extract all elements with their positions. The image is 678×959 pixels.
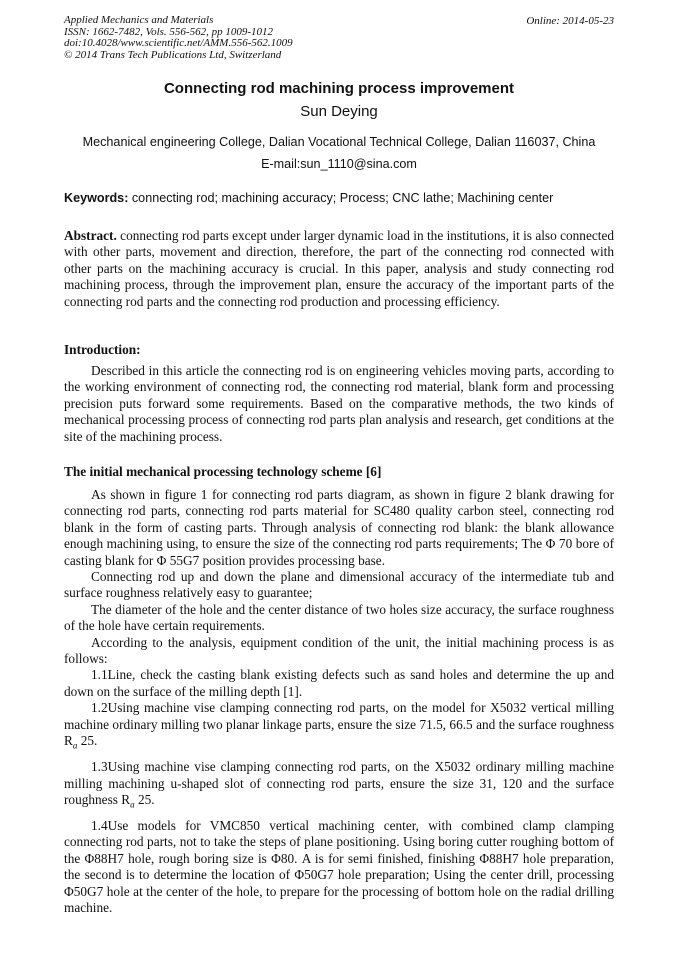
text: 25. [77,733,98,749]
section-heading: The initial mechanical processing technology scheme [6] [64,464,382,479]
text: 1.3Using machine vise clamping connecting rod parts, on the X5032 ordinary milling machine milling machining u-shaped slot of connecting rod parts, ensure the size 31, 120 and the surface roughness R [64,759,614,807]
author: Sun Deying [300,103,378,120]
paragraph [64,759,614,813]
journal-header [64,15,293,61]
paragraph [64,700,614,754]
issn: ISSN: 1662-7482, Vols. 556-562, pp 1009-1012 [64,25,273,38]
keywords-label: Keywords: [64,191,129,205]
copyright: © 2014 Trans Tech Publications Ltd, Switzerland [64,48,282,61]
text: 25. [134,791,155,807]
paragraph: 1.1Line, check the casting blank existing defects such as sand holes and determine the up and down on the surface of the milling depth [1]. [64,667,614,699]
abstract [64,228,614,310]
introduction [64,363,614,445]
journal-name: Applied Mechanics and Materials [64,14,214,26]
online-date: Online: 2014-05-23 [526,15,614,27]
paragraph: According to the analysis, equipment condition of the unit, the initial machining process is as follows: [64,634,614,667]
doi: doi:10.4028/www.scientific.net/AMM.556-562.1009 [64,37,293,50]
abstract-label: Abstract. [64,228,117,243]
introduction-text: Described in this article the connecting rod is on engineering vehicles moving parts, according to the working environment of connecting rod, the connecting rod material, blank form and processing precision puts forward some requirements. Based on the comparative methods, the two kinds of mechanical processing process of connecting rod parts plan analysis and research, get conditions at the site of the machining process. [64,363,614,444]
introduction-heading: Introduction: [64,342,141,357]
keywords [64,191,553,205]
section-body [64,487,614,916]
abstract-text: connecting rod parts except under larger dynamic load in the institutions, it is also connected with other parts, movement and direction, therefore, the part of the connecting rod connected with other parts on the machining accuracy is crucial. In this paper, analysis and study connecting rod machining process, through the improvement plan, ensure the accuracy of the important parts of the connecting rod parts and the connecting rod production and processing efficiency. [64,228,614,309]
subscript: a [130,799,135,810]
email: E-mail:sun_1110@sina.com [261,157,417,171]
affiliation: Mechanical engineering College, Dalian Vocational Technical College, Dalian 116037, China [82,135,596,149]
paragraph: 1.4Use models for VMC850 vertical machining center, with combined clamp clamping connecting rod parts, not to take the steps of plane positioning. Using boring cutter roughing bottom of the Φ88H7 hole, rough boring size is Φ80. A is for semi finished, finishing Φ88H7 hole preparation, the second is to determine the location of Φ50G7 hole preparation; Using the center drill, processing Φ50G7 hole at the center of the hole, to prepare for the processing of bottom hole on the radial drilling machine. [64,818,614,916]
paragraph: The diameter of the hole and the center distance of two holes size accuracy, the surface roughness of the hole have certain requirements. [64,601,614,634]
text: 1.2Using machine vise clamping connecting rod parts, on the model for X5032 vertical milling machine ordinary milling two planar linkage parts, ensure the size 71.5, 66.5 and the surface roughness R [64,700,614,749]
subscript: a [72,740,78,751]
keywords-text: connecting rod; machining accuracy; Process; CNC lathe; Machining center [128,191,554,205]
paper-title: Connecting rod machining process improvement [163,80,515,97]
paragraph: As shown in figure 1 for connecting rod parts diagram, as shown in figure 2 blank drawing for connecting rod parts, connecting rod parts material for SC480 quality carbon steel, connecting rod blank in the form of casting parts. Through analysis of connecting rod blank: the blank allowance enough machining using, to ensure the size of the connecting rod parts requirements; The Φ 70 bore of casting blank for Φ 55G7 position provides processing base. [64,487,614,568]
paragraph: Connecting rod up and down the plane and dimensional accuracy of the intermediate tub and surface roughness relatively easy to guarantee; [64,569,614,601]
